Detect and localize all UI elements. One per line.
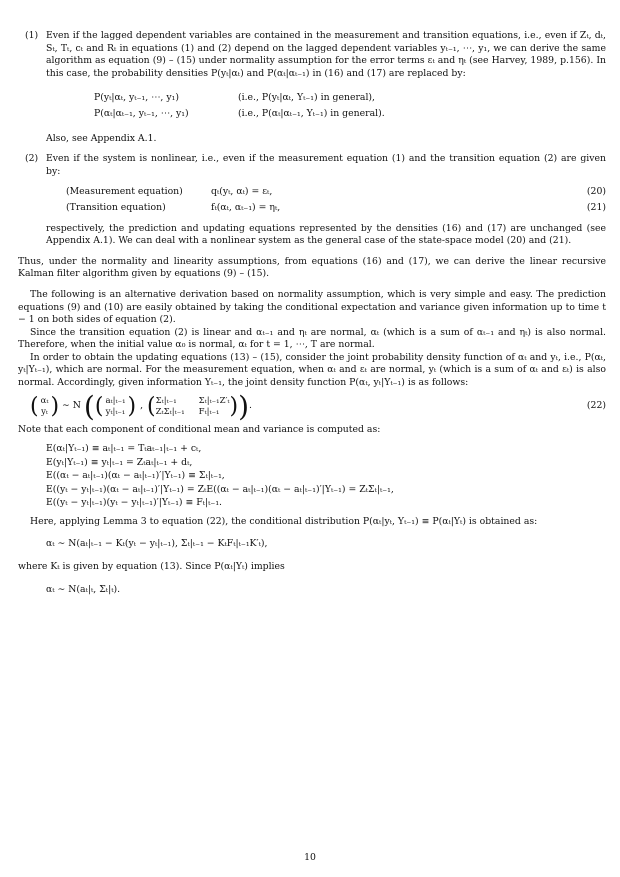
cov-12: Σₜ|ₜ₋₁Z′ₜ (198, 395, 230, 406)
right-paren: ) (50, 393, 60, 419)
equation-expression: qₜ(yₜ, αₜ) = εₜ, (211, 186, 273, 198)
equation-expression: fₜ(αₜ, αₜ₋₁) = ηₜ, (211, 201, 281, 213)
paragraph-following: The following is an alternative derivation based on normality assumption, which is very simple and easy. The prediction equations (9) and (10) are easily obtained by taking the conditional expectation and variance given information up to time t − 1 on both sides of equation (2). (18, 288, 606, 326)
left-paren: ( (94, 393, 104, 419)
item-text: Even if the lagged dependent variables are contained in the measurement and transition equations, i.e., even if Zₜ, dₜ, Sₜ, Tₜ, cₜ and Rₜ in equations (1) and (2) depend on the lagged dependent variables yₜ₋₁, ⋯, y₁, we can derive the same algorithm as equation (9) – (15) under normality assumption for the error terms εₜ and ηₜ (see Harvey, 1989, p.156). In this case, the probability densities P(yₜ|αₜ) and P(αₜ|αₜ₋₁) in (16) and (17) are replaced by: (46, 30, 606, 79)
cov-21: ZₜΣₜ|ₜ₋₁ (155, 406, 185, 417)
equation-22: ( αₜ yₜ ) ∼ N ( ( aₜ|ₜ₋₁ yₜ|ₜ₋₁ ) , ( Σₜ|ₜ₋₁ Σₜ|ₜ₋₁Z′ₜ ZₜΣₜ|ₜ₋₁ Fₜ|ₜ₋₁ ) ) . (22) (30, 389, 606, 423)
paragraph-note: Note that each component of conditional mean and variance is computed as: (18, 423, 381, 435)
equation-left: P(αₜ|αₜ₋₁, yₜ₋₁, ⋯, y₁) (94, 107, 189, 119)
moment-line: E((αₜ − aₜ|ₜ₋₁)(αₜ − aₜ|ₜ₋₁)′|Yₜ₋₁) ≡ Σₜ|ₜ₋₁, (46, 470, 225, 482)
item-text: Even if the system is nonlinear, i.e., even if the measurement equation (1) and the transition equation (2) are given by: (46, 153, 606, 177)
mean-top: aₜ|ₜ₋₁ (105, 395, 126, 406)
item-number: (2) (25, 153, 39, 165)
equation-line (94, 108, 606, 121)
paragraph-since: Since the transition equation (2) is linear and αₜ₋₁ and ηₜ are normal, αₜ (which is a sum of αₜ₋₁ and ηₜ) is also normal. Therefore, when the initial value α₀ is normal, αₜ for t = 1, ⋯, T are normal. (18, 326, 606, 351)
paragraph-here: Here, applying Lemma 3 to equation (22), the conditional distribution P(αₜ|yₜ, Yₜ₋₁) ≡ P(αₜ|Yₜ) is obtained as: (30, 515, 538, 527)
moment-line: E((yₜ − yₜ|ₜ₋₁)(αₜ − aₜ|ₜ₋₁)′|Yₜ₋₁) = ZₜE((αₜ − aₜ|ₜ₋₁)(αₜ − aₜ|ₜ₋₁)′|Yₜ₋₁) = ZₜΣₜ|ₜ₋₁, (46, 483, 394, 495)
equation-right: (i.e., P(yₜ|αₜ, Yₜ₋₁) in general), (238, 92, 376, 104)
item-text-after: respectively, the prediction and updating equations represented by the densities (16) and (17) are unchanged (see Appendix A.1). We can deal with a nonlinear system as the general case of the state-space model (20) and (21). (46, 222, 606, 247)
list-item-2 (18, 153, 606, 248)
mean-vector (103, 396, 127, 418)
equation-label: (Measurement equation) (66, 186, 183, 198)
outer-right-paren: ) (238, 389, 250, 423)
moment-line: E(yₜ|Yₜ₋₁) ≡ yₜ|ₜ₋₁ = Zₜaₜ|ₜ₋₁ + dₜ, (46, 456, 193, 468)
cov-11: Σₜ|ₜ₋₁ (155, 395, 177, 406)
equation-21 (18, 202, 606, 215)
moment-line: E(αₜ|Yₜ₋₁) ≡ aₜ|ₜ₋₁ = Tₜaₜ₋₁|ₜ₋₁ + cₜ, (46, 443, 202, 455)
moment-equations (46, 442, 606, 510)
equation-line (94, 92, 606, 105)
left-paren: ( (147, 393, 156, 419)
equation-number: (22) (586, 400, 606, 412)
equation-left: P(yₜ|αₜ, yₜ₋₁, ⋯, y₁) (94, 92, 179, 104)
page-number: 10 (304, 852, 316, 863)
equation-number: (20) (586, 186, 606, 198)
final-distribution: αₜ ∼ N(aₜ|ₜ, Σₜ|ₜ). (46, 583, 121, 595)
outer-left-paren: ( (83, 389, 95, 423)
vector-bottom: yₜ (41, 406, 48, 417)
equation-label: (Transition equation) (66, 201, 166, 213)
covariance-matrix (156, 396, 230, 418)
cov-22: Fₜ|ₜ₋₁ (198, 406, 220, 417)
state-vector (39, 396, 51, 418)
equation-20 (18, 186, 606, 199)
page-body (18, 30, 606, 596)
mean-bottom: yₜ|ₜ₋₁ (105, 406, 126, 417)
equation-number: (21) (586, 201, 606, 213)
list-item-1 (18, 30, 606, 145)
appendix-reference: Also, see Appendix A.1. (46, 132, 157, 144)
paragraph-thus: Thus, under the normality and linearity assumptions, from equations (16) and (17), we can derive the linear recursive Kalman filter algorithm given by equations (9) – (15). (18, 255, 606, 280)
conditional-distribution: αₜ ∼ N(aₜ|ₜ₋₁ − Kₜ(yₜ − yₜ|ₜ₋₁), Σₜ|ₜ₋₁ − KₜFₜ|ₜ₋₁K′ₜ), (46, 538, 268, 550)
vector-top: αₜ (40, 395, 49, 406)
left-paren: ( (30, 393, 39, 419)
distribution-symbol: ∼ N (62, 400, 81, 412)
item-number: (1) (25, 30, 39, 41)
equation-right: (i.e., P(αₜ|αₜ₋₁, Yₜ₋₁) in general). (238, 107, 385, 119)
paragraph-order: In order to obtain the updating equations (13) – (15), consider the joint probability density function of αₜ and yₜ, i.e., P(αₜ, yₜ|Yₜ₋₁), which are normal. For the measurement equation, when αₜ and εₜ are normal, yₜ (which is a sum of αₜ and εₜ) is also normal. Accordingly, given information Yₜ₋₁, the joint density function P(αₜ, yₜ|Yₜ₋₁) is as follows: (18, 351, 606, 389)
right-paren: ) (127, 393, 137, 419)
moment-line: E((yₜ − yₜ|ₜ₋₁)(yₜ − yₜ|ₜ₋₁)′|Yₜ₋₁) ≡ Fₜ|ₜ₋₁. (46, 497, 223, 509)
paragraph-where: where Kₜ is given by equation (13). Since P(αₜ|Yₜ) implies (18, 560, 285, 572)
right-paren: ) (229, 393, 239, 419)
